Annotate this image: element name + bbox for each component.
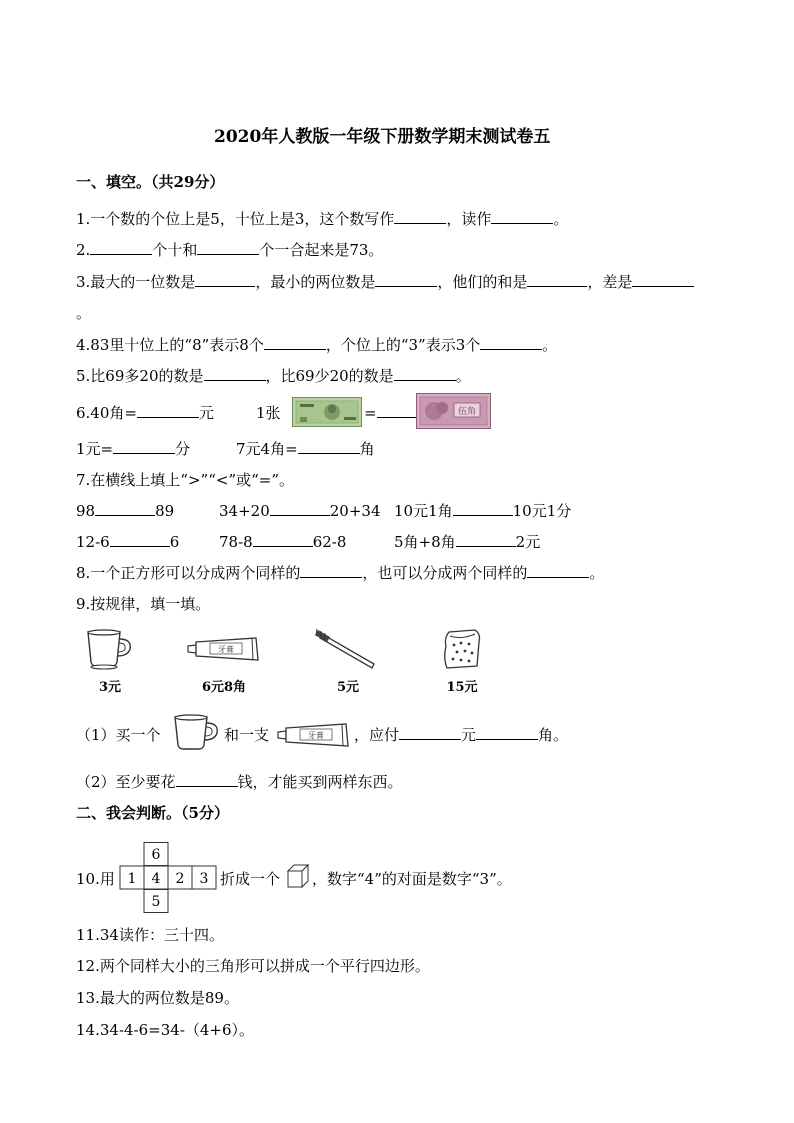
question-12: 12.两个同样大小的三角形可以拼成一个平行四边形。 bbox=[76, 957, 430, 975]
section-1-heading: 一、填空。（共29分） bbox=[76, 173, 225, 191]
compare-item: 34+20 20+34 bbox=[219, 502, 381, 520]
answer-blank[interactable] bbox=[197, 240, 259, 255]
answer-blank[interactable] bbox=[527, 272, 587, 287]
question-6-equals: = bbox=[364, 403, 441, 423]
banknote-denomination: 伍角 bbox=[457, 407, 477, 417]
answer-blank[interactable] bbox=[204, 366, 266, 381]
compare-item: 98 89 bbox=[76, 502, 175, 520]
question-11: 11.34读作：三十四。 bbox=[76, 926, 224, 944]
question-13: 13.最大的两位数是89。 bbox=[76, 989, 239, 1007]
toothpaste-price: 6元8角 bbox=[201, 680, 247, 695]
answer-blank[interactable] bbox=[632, 272, 694, 287]
section-2-heading: 二、我会判断。（5分） bbox=[76, 804, 229, 822]
question-1: 1.一个数的个位上是5，十位上是3，这个数写作 ，读作 。 bbox=[76, 210, 569, 228]
question-10-start: 10.用 bbox=[76, 870, 115, 888]
answer-blank[interactable] bbox=[95, 501, 155, 516]
answer-blank[interactable] bbox=[375, 272, 437, 287]
question-3: 3.最大的一位数是 ，最小的两位数是 ，他们的和是 ，差是 bbox=[76, 272, 694, 292]
compare-item: 5角+8角 2元 bbox=[394, 533, 541, 551]
question-7: 7.在横线上填上“>”“<”或“=”。 bbox=[76, 471, 295, 489]
question-6-part-b: 1元= 分 bbox=[76, 440, 191, 458]
cube-net-face: 4 bbox=[151, 871, 161, 887]
question-6-part-c: 7元4角= 角 bbox=[236, 440, 375, 458]
answer-blank[interactable] bbox=[270, 501, 330, 516]
question-5: 5.比69多20的数是 ，比69少20的数是 。 bbox=[76, 367, 471, 385]
question-8: 8.一个正方形可以分成两个同样的 ，也可以分成两个同样的 。 bbox=[76, 564, 605, 582]
toothpaste-label: 牙膏 bbox=[308, 731, 324, 740]
cup-image bbox=[172, 713, 222, 753]
cube-icon bbox=[286, 863, 310, 889]
answer-blank[interactable] bbox=[90, 240, 152, 255]
compare-item: 10元1角 10元1分 bbox=[394, 502, 572, 520]
one-yuan-banknote-image bbox=[292, 397, 362, 427]
question-9-part-1-start: （1）买一个 bbox=[76, 726, 161, 744]
answer-blank[interactable] bbox=[195, 272, 255, 287]
question-9: 9.按规律，填一填。 bbox=[76, 595, 211, 613]
answer-blank[interactable] bbox=[300, 563, 362, 578]
cube-net-face: 2 bbox=[175, 871, 185, 887]
answer-blank[interactable] bbox=[264, 335, 326, 350]
question-9-part-1-mid: 和一支 bbox=[224, 726, 270, 744]
compare-item: 78-8 62-8 bbox=[219, 533, 347, 551]
cube-net-diagram bbox=[119, 842, 217, 914]
answer-blank[interactable] bbox=[453, 501, 513, 516]
cube-net-face: 3 bbox=[199, 871, 209, 887]
toothbrush-price: 5元 bbox=[336, 680, 360, 695]
question-10-end: ，数字“4”的对面是数字“3”。 bbox=[312, 870, 512, 888]
answer-blank[interactable] bbox=[110, 532, 170, 547]
question-6-banknote-label: 1张 bbox=[256, 404, 281, 422]
five-jiao-banknote-image bbox=[416, 393, 491, 429]
cup-price: 3元 bbox=[98, 680, 122, 695]
answer-blank[interactable] bbox=[176, 772, 238, 787]
answer-blank[interactable] bbox=[476, 725, 538, 740]
towel-price: 15元 bbox=[446, 680, 478, 695]
question-6-part-a: 6.40角= 元 bbox=[76, 404, 214, 422]
toothbrush-image bbox=[314, 628, 380, 672]
page-title: 2020年人教版一年级下册数学期末测试卷五 bbox=[214, 127, 551, 147]
question-9-part-1-end: ，应付 元 角。 bbox=[354, 726, 569, 744]
cube-net-face: 1 bbox=[127, 871, 137, 887]
answer-blank[interactable] bbox=[491, 209, 553, 224]
answer-blank[interactable] bbox=[527, 563, 589, 578]
question-10-mid: 折成一个 bbox=[220, 870, 281, 888]
towel-image bbox=[441, 628, 483, 670]
toothpaste-image bbox=[186, 633, 262, 665]
answer-blank[interactable] bbox=[113, 439, 175, 454]
answer-blank[interactable] bbox=[394, 209, 446, 224]
answer-blank[interactable] bbox=[253, 532, 313, 547]
cup-image bbox=[85, 628, 135, 670]
toothpaste-label: 牙膏 bbox=[218, 645, 234, 654]
compare-item: 12-6 6 bbox=[76, 533, 180, 551]
answer-blank[interactable] bbox=[456, 532, 516, 547]
question-4: 4.83里十位上的“8”表示8个 ，个位上的“3”表示3个 。 bbox=[76, 336, 558, 354]
answer-blank[interactable] bbox=[298, 439, 360, 454]
answer-blank[interactable] bbox=[480, 335, 542, 350]
cube-net-face: 5 bbox=[151, 894, 161, 910]
answer-blank[interactable] bbox=[137, 403, 199, 418]
question-3-end: 。 bbox=[76, 304, 92, 322]
question-2: 2. 个十和 个一合起来是73。 bbox=[76, 241, 384, 259]
cube-net-face: 6 bbox=[151, 847, 161, 863]
question-14: 14.34-4-6=34-（4+6）。 bbox=[76, 1021, 255, 1039]
question-9-part-2: （2）至少要花 钱，才能买到两样东西。 bbox=[76, 773, 403, 791]
answer-blank[interactable] bbox=[394, 366, 456, 381]
toothpaste-image bbox=[276, 719, 352, 751]
answer-blank[interactable] bbox=[399, 725, 461, 740]
